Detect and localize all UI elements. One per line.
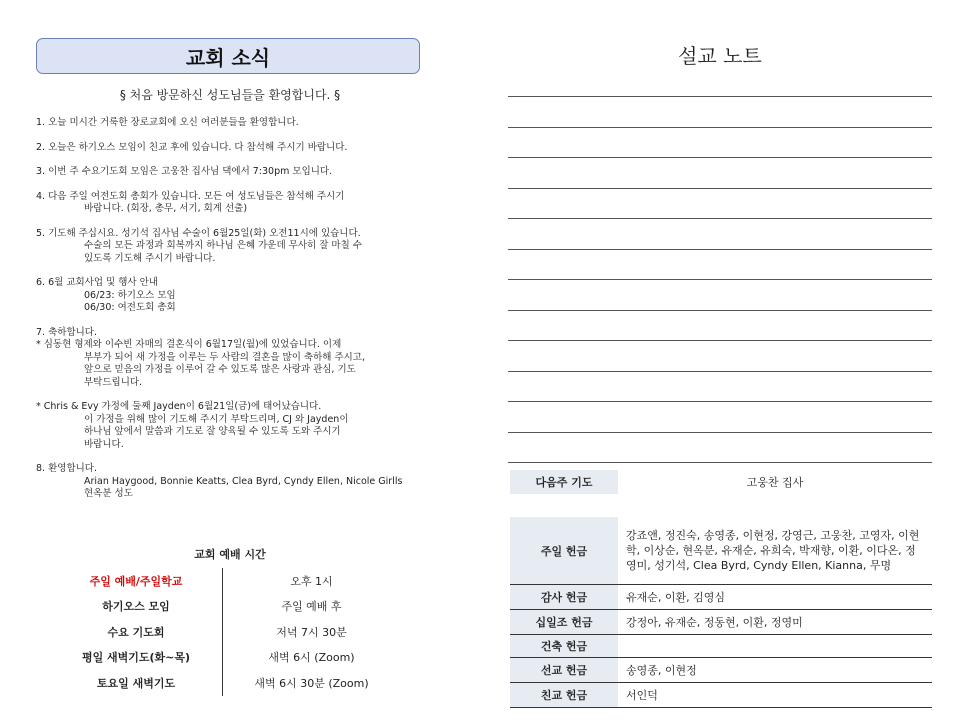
next-prayer-row [510, 470, 932, 494]
offering-label: 십일조 헌금 [510, 610, 618, 634]
notice-line: 현옥분 성도 [84, 488, 133, 499]
notice-line: 5. 기도해 주십시요. 성기석 집사님 수술이 6월25일(화) 오전11시에 있습니다. [36, 227, 361, 239]
notice-item [36, 327, 424, 390]
notice-line: 6. 6월 교회사업 및 행사 안내 [36, 277, 158, 288]
welcome-message: § 처음 방문하신 성도님들을 환영합니다. § [119, 88, 341, 102]
notice-line: 부부가 되어 새 가정을 이루는 두 사람의 결혼을 많이 축하해 주시고, [84, 351, 365, 363]
notice-line: 3. 이번 주 수요기도회 모임은 고웅찬 집사님 댁에서 7:30pm 모입니다. [36, 166, 333, 177]
note-line [508, 96, 932, 97]
offering-label: 주일 헌금 [510, 517, 618, 584]
sermon-notes-title: 설교 노트 [678, 44, 762, 68]
offering-label: 건축 헌금 [510, 635, 618, 657]
offering-label: 친교 헌금 [510, 683, 618, 707]
offering-row [510, 517, 932, 585]
note-line [508, 340, 932, 341]
worship-row [50, 670, 400, 696]
note-line [508, 371, 932, 372]
notice-item [36, 117, 424, 130]
note-line [508, 127, 932, 128]
notice-line: Arian Haygood, Bonnie Keatts, Clea Byrd, Cyndy Ellen, Nicole Girlls [84, 475, 403, 487]
worship-name: 수요 기도회 [50, 619, 223, 645]
offering-names: 강죠앤, 정진숙, 송영종, 이현정, 강영근, 고웅찬, 고영자, 이현학, 이상순, 현옥분, 유재순, 유희숙, 박재향, 이환, 이다온, 정영미, 성기석, Clea Byrd, Cyndy Ellen, Kianna, 무명 [626, 529, 920, 572]
notice-line: 있도록 기도해 주시기 바랍니다. [84, 252, 216, 264]
notice-line: 하나님 앞에서 말씀과 기도로 잘 양육될 수 있도록 도와 주시기 [84, 426, 341, 437]
notice-line: 부탁드립니다. [84, 376, 143, 388]
worship-times-title: 교회 예배 시간 [194, 548, 266, 561]
note-line [508, 188, 932, 189]
note-line [508, 218, 932, 219]
offering-names: 유재순, 이환, 김영심 [626, 590, 725, 604]
worship-name: 하기오스 모임 [50, 594, 223, 620]
worship-name: 토요일 새벽기도 [50, 670, 223, 696]
church-news-section [36, 38, 424, 513]
notice-item [36, 463, 424, 501]
worship-row [50, 594, 400, 620]
notice-item [36, 191, 424, 216]
notice-line: 8. 환영합니다. [36, 463, 97, 474]
notice-line: 06/23: 하기오스 모임 [84, 289, 176, 301]
offering-label: 선교 헌금 [510, 658, 618, 682]
notice-item [36, 142, 424, 155]
offering-row [510, 635, 932, 658]
worship-time: 주일 예배 후 [281, 600, 342, 614]
note-line [508, 462, 932, 463]
notice-line: 7. 축하합니다. [36, 326, 97, 338]
worship-time: 새벽 6시 30분 (Zoom) [254, 676, 369, 690]
worship-row [50, 568, 400, 594]
offering-names: 서인덕 [626, 688, 658, 702]
notice-line: * 심동현 형제와 이수빈 자매의 결혼식이 6월17일(월)에 있었습니다. 이제 [36, 339, 342, 350]
notice-list [36, 117, 424, 501]
worship-time: 저녁 7시 30분 [276, 625, 347, 639]
note-line [508, 401, 932, 402]
offering-row [510, 683, 932, 708]
notice-line: 앞으로 믿음의 가정을 이루어 갈 수 있도록 많은 사랑과 관심, 기도 [84, 364, 356, 375]
notice-line: 1. 오늘 미시간 거룩한 장로교회에 오신 여러분들을 환영합니다. [36, 117, 299, 128]
notice-line: * Chris & Evy 가정에 둘째 Jayden이 6월21일(금)에 태어났습니다. [36, 401, 322, 412]
worship-name: 주일 예배/주일학교 [50, 568, 223, 594]
notice-line: 수술의 모든 과정과 회복까지 하나님 은혜 가운데 무사히 잘 마칠 수 [84, 240, 362, 251]
offering-table [510, 517, 932, 708]
next-prayer-label: 다음주 기도 [510, 470, 618, 494]
worship-row [50, 645, 400, 671]
note-line [508, 249, 932, 250]
worship-times-table [50, 568, 400, 696]
offering-row [510, 585, 932, 610]
notice-line: 바랍니다. [84, 438, 124, 450]
offering-names: 강정아, 유재순, 정동현, 이환, 정영미 [626, 615, 803, 629]
note-line [508, 157, 932, 158]
note-line [508, 310, 932, 311]
worship-name: 평일 새벽기도(화~목) [50, 645, 223, 671]
worship-row [50, 619, 400, 645]
offering-label: 감사 헌금 [510, 585, 618, 609]
notice-line: 06/30: 여전도회 총회 [84, 302, 176, 313]
notice-item [36, 166, 424, 179]
worship-times-section [36, 546, 424, 696]
notice-item [36, 401, 424, 451]
worship-time: 오후 1시 [290, 574, 333, 588]
church-news-title: 교회 소식 [36, 38, 420, 74]
notice-item [36, 277, 424, 315]
offering-row [510, 610, 932, 635]
worship-time: 새벽 6시 (Zoom) [268, 651, 355, 665]
note-line [508, 432, 932, 433]
offering-names [618, 635, 932, 657]
notice-line: 2. 오늘은 하기오스 모임이 친교 후에 있습니다. 다 참석해 주시기 바랍니다. [36, 141, 348, 153]
notice-item [36, 228, 424, 266]
note-line [508, 279, 932, 280]
notice-line: 바랍니다. (회장, 총무, 서기, 회계 선출) [84, 203, 248, 214]
next-prayer-value: 고웅찬 집사 [746, 476, 804, 489]
offering-names: 송영종, 이현정 [626, 663, 697, 677]
offering-row [510, 658, 932, 683]
notice-line: 4. 다음 주일 여전도회 총회가 있습니다. 모든 여 성도님들은 참석해 주시기 [36, 190, 345, 202]
notice-line: 이 가정을 위해 많이 기도해 주시기 부탁드리며, CJ 와 Jayden이 [84, 413, 349, 425]
